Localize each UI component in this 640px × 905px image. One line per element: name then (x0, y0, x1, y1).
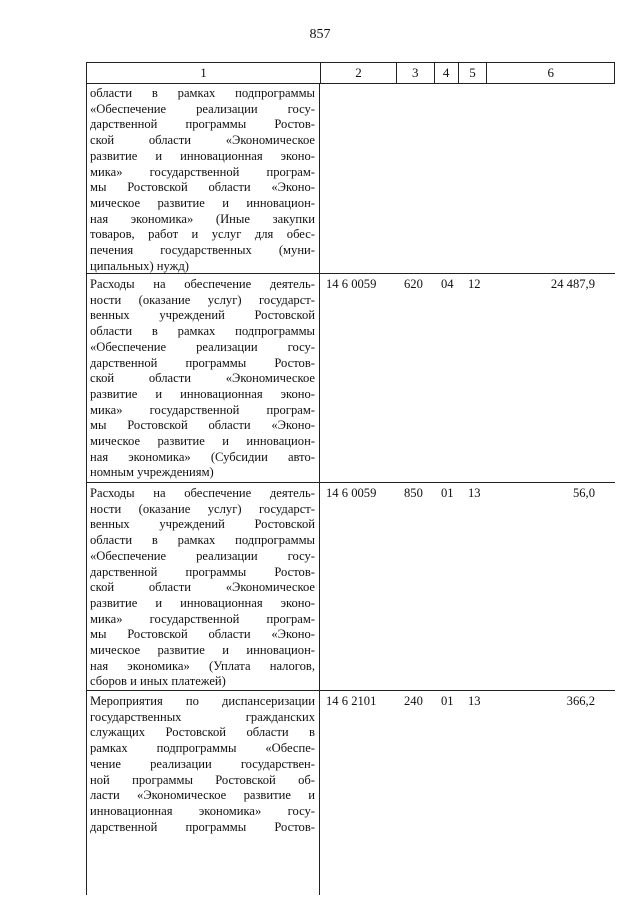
header-col-4: 4 (435, 63, 459, 83)
header-col-6: 6 (547, 65, 554, 80)
desc-line: дарственной программы Ростов- (90, 819, 315, 834)
subsection-code: 13 (468, 486, 481, 500)
section-code: 04 (441, 277, 454, 291)
amount: 366,2 (566, 694, 595, 708)
desc-line: мика» государственной програм- (90, 164, 315, 179)
desc-line: развитие и инновационная эконо- (90, 148, 315, 163)
desc-line: ности (оказание услуг) государст- (90, 501, 315, 516)
row-description (90, 277, 315, 481)
desc-line: ской области «Экономическое (90, 580, 315, 595)
desc-line: развитие и инновационная эконо- (90, 595, 315, 610)
desc-line: дарственной программы Ростов- (90, 355, 315, 370)
desc-line: рамках подпрограммы «Обеспе- (90, 741, 315, 756)
section-code: 01 (441, 694, 454, 708)
desc-line: венных учреждений Ростовской (90, 517, 315, 532)
target-code: 14 6 0059 (326, 486, 377, 500)
desc-line: ской области «Экономическое (90, 133, 315, 148)
desc-line: мическое развитие и инновацион- (90, 643, 315, 658)
desc-line: дарственной программы Ростов- (90, 117, 315, 132)
amount: 24 487,9 (550, 277, 595, 291)
desc-line: мическое развитие и инновацион- (90, 434, 315, 449)
desc-line: развитие и инновационная эконо- (90, 386, 315, 401)
header-col-3: 3 (397, 63, 435, 83)
desc-line: ности (оказание услуг) государст- (90, 292, 315, 307)
desc-line: сборов и иных платежей) (90, 674, 226, 689)
desc-line: «Обеспечение реализации госу- (90, 548, 315, 563)
section-code: 01 (441, 486, 454, 500)
row-description (90, 86, 315, 274)
expense-type: 240 (404, 694, 423, 708)
desc-line: области в рамках подпрограммы (90, 533, 315, 548)
expense-type: 850 (404, 486, 423, 500)
header-col-2: 2 (321, 63, 397, 83)
desc-line: чение реализации государствен- (90, 756, 315, 771)
desc-line: ной программы Ростовской об- (90, 772, 315, 787)
target-code: 14 6 2101 (326, 694, 377, 708)
subsection-code: 13 (468, 694, 481, 708)
desc-line: мы Ростовской области «Эконо- (90, 180, 315, 195)
desc-line: Расходы на обеспечение деятель- (90, 277, 315, 291)
desc-line: области в рамках подпрограммы (90, 86, 315, 100)
desc-line: мика» государственной програм- (90, 611, 315, 626)
desc-line: печения государственных (муни- (90, 243, 315, 258)
table-header-row (86, 62, 615, 84)
table-row (86, 482, 615, 689)
desc-line: мика» государственной програм- (90, 402, 315, 417)
desc-line: мы Ростовской области «Эконо- (90, 627, 315, 642)
desc-line: Мероприятия по диспансеризации (90, 694, 315, 708)
table-left-border (86, 84, 87, 895)
desc-line: ная экономика» (Субсидии авто- (90, 449, 315, 464)
header-col-5: 5 (459, 63, 488, 83)
table-column-divider (319, 84, 320, 895)
desc-line: мы Ростовской области «Эконо- (90, 418, 315, 433)
desc-line: мическое развитие и инновацион- (90, 195, 315, 210)
desc-line: ная экономика» (Уплата налогов, (90, 658, 315, 673)
header-col-1: 1 (87, 63, 321, 83)
desc-line: инновационная экономика» госу- (90, 803, 315, 818)
table-row (86, 273, 615, 480)
desc-line: дарственной программы Ростов- (90, 564, 315, 579)
desc-line: ской области «Экономическое (90, 371, 315, 386)
desc-line: ципальных) нужд) (90, 258, 189, 273)
desc-line: венных учреждений Ростовской (90, 308, 315, 323)
desc-line: государственных гражданских (90, 709, 315, 724)
desc-line: области в рамках подпрограммы (90, 324, 315, 339)
desc-line: ласти «Экономическое развитие и (90, 788, 315, 803)
desc-line: «Обеспечение реализации госу- (90, 101, 315, 116)
page-number: 857 (309, 27, 331, 42)
row-description (90, 694, 315, 835)
desc-line: товаров, работ и услуг для обес- (90, 227, 315, 242)
expense-type: 620 (404, 277, 423, 291)
subsection-code: 12 (468, 277, 481, 291)
desc-line: ная экономика» (Иные закупки (90, 211, 315, 226)
target-code: 14 6 0059 (326, 277, 377, 291)
desc-line: «Обеспечение реализации госу- (90, 339, 315, 354)
table-row (86, 690, 615, 834)
desc-line: номным учреждениям) (90, 465, 214, 480)
desc-line: служащих Ростовской области в (90, 725, 315, 740)
amount: 56,0 (572, 486, 595, 500)
desc-line: Расходы на обеспечение деятель- (90, 486, 315, 500)
row-description (90, 486, 315, 690)
